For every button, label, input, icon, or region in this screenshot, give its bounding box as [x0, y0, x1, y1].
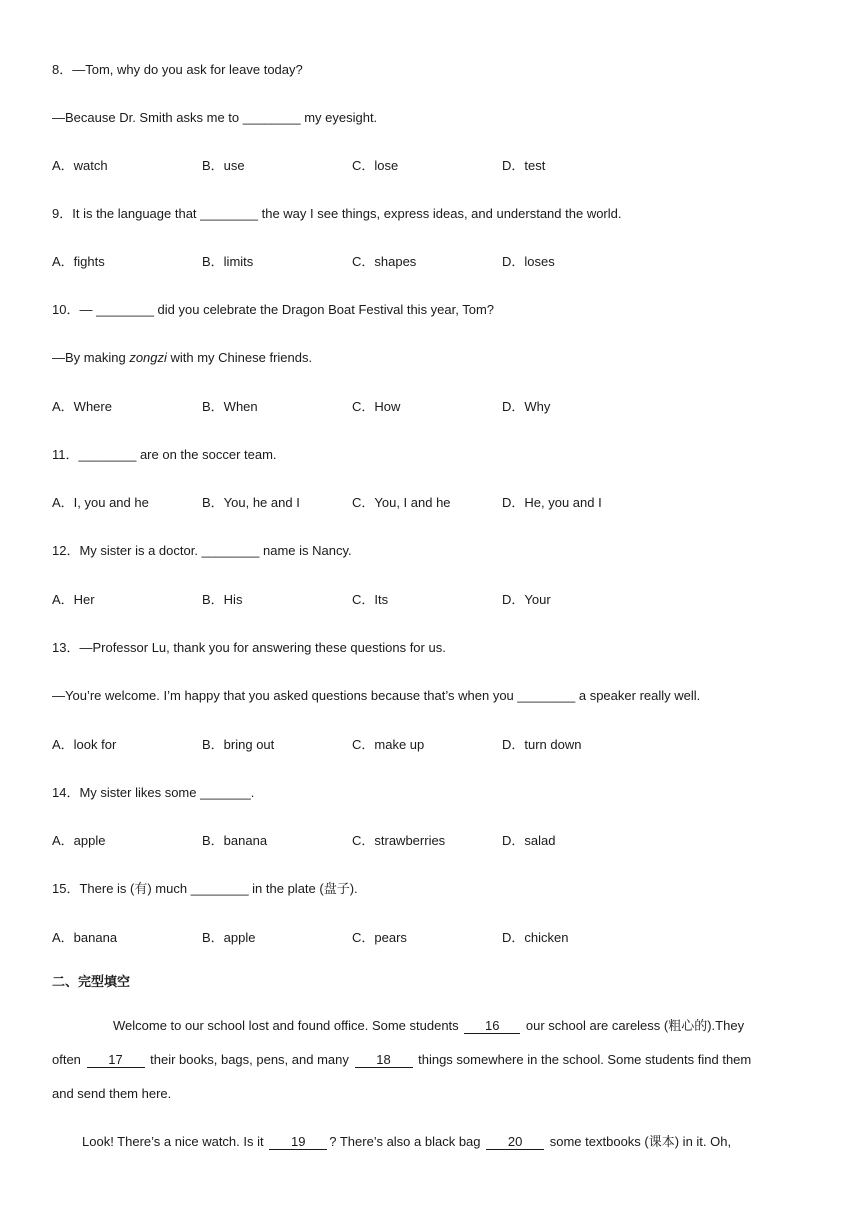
question-10-answer-pre: —By making: [52, 350, 130, 365]
question-15-stem: [52, 880, 358, 898]
question-10-option-a[interactable]: A．Where: [52, 399, 112, 414]
cloze-blank-19[interactable]: 19: [269, 1134, 327, 1150]
cloze-text: their books, bags, pens, and many: [146, 1052, 353, 1067]
question-12-text-pre: 12．My sister is a doctor.: [52, 543, 202, 558]
question-14-text-pre: 14．My sister likes some: [52, 785, 201, 800]
question-13-text-pre: —You’re welcome. I’m happy that you asked questions because that’s when you: [52, 688, 518, 703]
question-15-text-post: in the plate (盘子).: [248, 881, 358, 896]
cloze-text: often: [52, 1052, 85, 1067]
question-8-blank: ________: [242, 110, 301, 125]
question-15-text-pre: 15．There is (有) much: [52, 881, 191, 896]
question-14-text-post: .: [250, 785, 255, 800]
question-9-option-a[interactable]: A．fights: [52, 254, 105, 269]
question-14-option-b[interactable]: B．banana: [202, 833, 268, 848]
question-10-answer-italic: zongzi: [129, 350, 167, 365]
question-9-option-c[interactable]: C．shapes: [352, 254, 417, 269]
question-14-option-d[interactable]: D．salad: [502, 833, 556, 848]
cloze-paragraph-line-3: and send them here.: [52, 1086, 172, 1101]
question-10-blank: ________: [96, 302, 154, 317]
cloze-paragraph-line-1: [52, 1017, 812, 1035]
question-8-option-d[interactable]: D．test: [502, 158, 546, 173]
question-13-stem: 13．—Professor Lu, thank you for answering these questions for us.: [52, 640, 446, 655]
question-11-option-b[interactable]: B．You, he and I: [202, 495, 300, 510]
cloze-text: Look! There’s a nice watch. Is it: [82, 1134, 268, 1149]
question-10-stem: [52, 301, 494, 319]
cloze-text: some textbooks (课本) in it. Oh,: [546, 1134, 732, 1149]
question-8-option-c[interactable]: C．lose: [352, 158, 399, 173]
question-10-option-d[interactable]: D．Why: [502, 399, 551, 414]
question-8-dialogue: [52, 109, 377, 127]
question-15-option-a[interactable]: A．banana: [52, 930, 118, 945]
question-12-text-post: name is Nancy.: [259, 543, 352, 558]
question-9-text-pre: 9．It is the language that: [52, 206, 201, 221]
question-10-answer-post: with my Chinese friends.: [166, 350, 313, 365]
question-10-option-c[interactable]: C．How: [352, 399, 401, 414]
question-14-blank: _______: [200, 785, 251, 800]
question-9-text-post: the way I see things, express ideas, and understand the world.: [258, 206, 622, 221]
cloze-paragraph-line-4: [52, 1133, 812, 1151]
question-8-stem: 8．—Tom, why do you ask for leave today?: [52, 62, 303, 77]
question-14-stem: [52, 784, 254, 802]
question-12-stem: [52, 542, 352, 560]
cloze-blank-18[interactable]: 18: [355, 1052, 413, 1068]
question-12-option-a[interactable]: A．Her: [52, 592, 95, 607]
question-15-option-d[interactable]: D．chicken: [502, 930, 569, 945]
question-11-blank: ________: [78, 447, 137, 462]
question-10-text-pre: 10．—: [52, 302, 97, 317]
question-9-blank: ________: [200, 206, 258, 221]
question-9-stem: [52, 205, 622, 223]
question-14-option-c[interactable]: C．strawberries: [352, 833, 446, 848]
cloze-blank-16[interactable]: 16: [464, 1018, 520, 1034]
question-12-blank: ________: [201, 543, 260, 558]
question-9-option-b[interactable]: B．limits: [202, 254, 254, 269]
question-13-dialogue: [52, 687, 700, 705]
question-10-text-post: did you celebrate the Dragon Boat Festival this year, Tom?: [153, 302, 495, 317]
question-13-text-post: a speaker really well.: [575, 688, 701, 703]
question-11-stem: [52, 446, 277, 464]
question-15-blank: ________: [190, 881, 249, 896]
cloze-text: Welcome to our school lost and found office. Some students: [113, 1018, 463, 1033]
question-13-option-a[interactable]: A．look for: [52, 737, 117, 752]
question-12-option-d[interactable]: D．Your: [502, 592, 551, 607]
question-10-option-b[interactable]: B．When: [202, 399, 258, 414]
cloze-text: ? There’s also a black bag: [329, 1134, 485, 1149]
question-11-text-post: are on the soccer team.: [136, 447, 277, 462]
question-9-option-d[interactable]: D．loses: [502, 254, 555, 269]
question-8-option-b[interactable]: B．use: [202, 158, 245, 173]
cloze-text: things somewhere in the school. Some students find them: [414, 1052, 752, 1067]
question-13-option-d[interactable]: D．turn down: [502, 737, 582, 752]
question-13-option-b[interactable]: B．bring out: [202, 737, 275, 752]
question-12-option-c[interactable]: C．Its: [352, 592, 389, 607]
question-12-option-b[interactable]: B．His: [202, 592, 243, 607]
cloze-blank-20[interactable]: 20: [486, 1134, 544, 1150]
cloze-text: our school are careless (粗心的).They: [522, 1018, 745, 1033]
question-11-option-c[interactable]: C．You, I and he: [352, 495, 451, 510]
question-14-option-a[interactable]: A．apple: [52, 833, 106, 848]
question-8-option-a[interactable]: A．watch: [52, 158, 108, 173]
question-11-option-a[interactable]: A．I, you and he: [52, 495, 149, 510]
cloze-blank-17[interactable]: 17: [87, 1052, 145, 1068]
question-15-option-c[interactable]: C．pears: [352, 930, 407, 945]
question-8-text-post: my eyesight.: [300, 110, 378, 125]
question-13-option-c[interactable]: C．make up: [352, 737, 425, 752]
question-13-blank: ________: [517, 688, 576, 703]
question-10-answer-line: [52, 349, 312, 367]
question-11-text-pre: 11．: [52, 447, 79, 462]
question-15-option-b[interactable]: B．apple: [202, 930, 256, 945]
question-8-text-pre: —Because Dr. Smith asks me to: [52, 110, 243, 125]
question-11-option-d[interactable]: D．He, you and I: [502, 495, 602, 510]
cloze-paragraph-line-2: [52, 1051, 812, 1069]
section-title: 二、完型填空: [52, 974, 131, 989]
